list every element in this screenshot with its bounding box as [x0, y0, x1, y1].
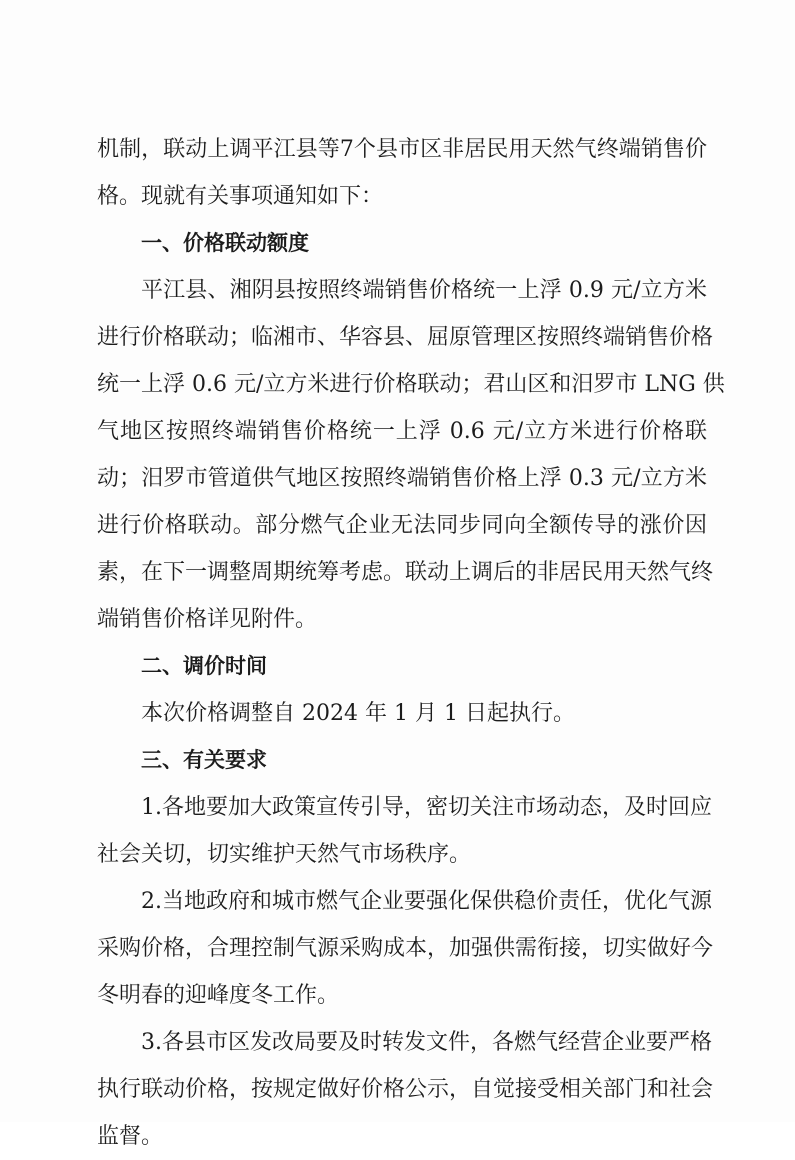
body-line: 端销售价格详见附件。 — [97, 607, 318, 632]
body-line: 格。现就有关事项通知如下： — [97, 184, 384, 209]
document-body — [97, 126, 725, 1160]
body-line: 1.各地要加大政策宣传引导，密切关注市场动态，及时回应 — [141, 795, 712, 820]
body-line: 2.当地政府和城市燃气企业要强化保供稳价责任，优化气源 — [141, 889, 712, 914]
body-line: 气地区按照终端销售价格统一上浮 0.6 元/立方米进行价格联 — [97, 419, 707, 444]
body-line: 机制，联动上调平江县等7个县市区非居民用天然气终端销售价 — [97, 137, 707, 162]
body-line: 素，在下一调整周期统筹考虑。联动上调后的非居民用天然气终 — [97, 560, 714, 585]
body-line: 3.各县市区发改局要及时转发文件，各燃气经营企业要严格 — [141, 1030, 712, 1055]
body-line: 进行价格联动。部分燃气企业无法同步同向全额传导的涨价因 — [97, 513, 707, 538]
section-heading-adjust-time: 二、调价时间 — [141, 654, 267, 678]
section-heading-requirements: 三、有关要求 — [141, 748, 267, 772]
body-line: 本次价格调整自 2024 年 1 月 1 日起执行。 — [141, 701, 575, 726]
body-line: 统一上浮 0.6 元/立方米进行价格联动；君山区和汨罗市 LNG 供 — [97, 372, 725, 397]
body-line: 社会关切，切实维护天然气市场秩序。 — [97, 842, 472, 867]
body-line: 执行联动价格，按规定做好价格公示，自觉接受相关部门和社会 — [97, 1077, 714, 1102]
body-line: 进行价格联动；临湘市、华容县、屈原管理区按照终端销售价格 — [97, 325, 714, 350]
body-line: 采购价格，合理控制气源采购成本，加强供需衔接，切实做好今 — [97, 936, 714, 961]
section-heading-price-linkage: 一、价格联动额度 — [141, 231, 309, 255]
body-line: 动；汨罗市管道供气地区按照终端销售价格上浮 0.3 元/立方米 — [97, 466, 707, 491]
body-line: 平江县、湘阴县按照终端销售价格统一上浮 0.9 元/立方米 — [141, 278, 707, 303]
body-line: 监督。 — [97, 1124, 164, 1149]
body-line: 冬明春的迎峰度冬工作。 — [97, 983, 340, 1008]
